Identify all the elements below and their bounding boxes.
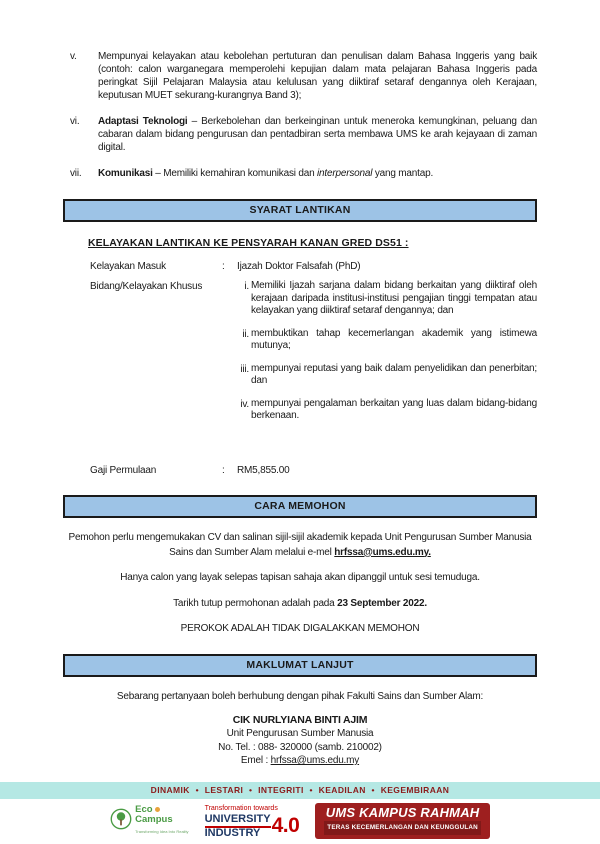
ums-badge-subtitle: TERAS KECEMERLANGAN DAN KEUNGGULAN (324, 821, 481, 835)
eco-flower-icon (155, 807, 160, 812)
section-header-label: MAKLUMAT LANJUT (246, 659, 354, 671)
university-industry-40-logo (205, 803, 300, 839)
contact-unit: Unit Pengurusan Sumber Manusia (226, 728, 374, 739)
bidang-kelayakan-row (63, 280, 537, 423)
list-text-body: Mempunyai kelayakan atau kebolehan pertuturan dan penulisan dalam Bahasa Inggeris yang baik (contoh: calon warganegara memperolehi kepujian dalam mata pelajaran Bahasa Inggeris pada peringkat Sijil Pelajaran Malaysia atau kelulusan yang diiktiraf setaraf dengannya oleh Kerajaan, keputusan MUET sekurang-kurangnya Band 3); (98, 51, 537, 101)
sub-item-iii (237, 363, 537, 388)
values-banner (0, 782, 600, 799)
eco-campus-line1-text: Eco (135, 804, 153, 815)
field-colon: : (222, 261, 225, 272)
industry-logo-university: UNIVERSITY (205, 814, 271, 828)
eco-campus-line2: Campus (135, 814, 173, 825)
closing-date-line (63, 597, 537, 612)
field-colon: : (222, 465, 225, 476)
eco-campus-wordmark (135, 805, 188, 837)
list-text (98, 115, 537, 154)
list-item-vii (63, 167, 537, 180)
list-item-vi (63, 115, 537, 154)
list-text-italic: interpersonal (317, 168, 373, 179)
ums-badge-title: UMS KAMPUS RAHMAH (325, 805, 480, 820)
bidang-sublist (237, 280, 537, 423)
sub-marker: ii. (242, 328, 249, 340)
smoker-notice: PEROKOK ADALAH TIDAK DIGALAKKAN MEMOHON (180, 623, 420, 634)
sub-text: mempunyai reputasi yang baik dalam penyelidikan dan penerbitan; dan (251, 362, 537, 386)
cara-memohon-body (63, 531, 537, 648)
list-marker: vi. (70, 116, 80, 127)
kelayakan-masuk-row (63, 260, 537, 273)
field-label: Gaji Permulaan (90, 465, 157, 476)
list-item-v (63, 50, 537, 102)
contact-email-label: Emel : (240, 755, 271, 766)
contact-phone: No. Tel. : 088- 320000 (samb. 210002) (218, 741, 382, 753)
field-value: Ijazah Doktor Falsafah (PhD) (237, 261, 361, 272)
section-header-label: CARA MEMOHON (254, 500, 346, 512)
apply-instructions (63, 531, 537, 560)
closing-date-text: Tarikh tutup permohonan adalah pada (173, 597, 338, 609)
sub-text: membuktikan tahap kecemerlangan akademik yang istimewa mutunya; (251, 327, 537, 351)
footer-logos (0, 801, 600, 841)
sub-marker: i. (244, 281, 249, 292)
industry-logo-main (205, 814, 300, 839)
sub-marker: iii. (240, 363, 249, 375)
industry-logo-industry: INDUSTRY (204, 827, 261, 839)
section-header-maklumat-lanjut (63, 654, 537, 677)
contact-block (63, 690, 537, 768)
closing-date-value: 23 September 2022. (337, 597, 427, 609)
email-link[interactable]: hrfssa@ums.edu.my. (334, 546, 431, 558)
list-text-bold: Komunikasi (98, 168, 153, 179)
email-link[interactable]: hrfssa@ums.edu.my (270, 755, 360, 766)
sub-item-i (237, 280, 537, 318)
contact-name: CIK NURLYIANA BINTI AJIM (232, 713, 368, 726)
section-header-cara-memohon (63, 495, 537, 518)
eco-campus-tree-icon (110, 808, 132, 834)
industry-logo-words (205, 814, 271, 839)
list-text (98, 167, 537, 180)
contact-intro: Sebarang pertanyaan boleh berhubung dengan pihak Fakulti Sains dan Sumber Alam: (116, 691, 484, 702)
kelayakan-subheading: KELAYAKAN LANTIKAN KE PENSYARAH KANAN GRED DS51 : (88, 237, 409, 249)
sub-text: Memiliki Ijazah sarjana dalam bidang berkaitan yang diiktiraf oleh kerajaan daripada institusi-institusi pengajian tinggi tempatan atau kelayakan yang diiktiraf setaraf dengannya; dan (251, 280, 537, 316)
section-header-label: SYARAT LANTIKAN (249, 204, 351, 216)
eco-campus-logo (110, 805, 188, 837)
field-value: RM5,855.00 (237, 465, 290, 476)
sub-marker: iv. (240, 398, 249, 410)
ums-kampus-rahmah-badge (315, 803, 490, 839)
screening-note: Hanya calon yang layak selepas tapisan sahaja akan dipanggil untuk sesi temuduga. (120, 572, 480, 583)
apply-instructions-text: Pemohon perlu mengemukakan CV dan salinan sijil-sijil akademik kepada Unit Pengurusan Sumber Manusia Sains dan Sumber Alam melalui e-mel (68, 532, 532, 558)
industry-logo-tagline: Transformation towards (204, 805, 278, 812)
list-text-body: – Memiliki kemahiran komunikasi dan (152, 168, 318, 179)
gaji-permulaan-row (63, 464, 537, 477)
list-text-body: yang mantap. (372, 168, 434, 179)
list-text-body: – Berkebolehan dan berkeinginan untuk meneroka kemungkinan, peluang dan cabaran dalam bidang pengurusan dan pentadbiran serta membawa UMS ke arah kejayaan di zaman digital. (98, 116, 537, 153)
qualification-list (63, 50, 537, 180)
list-text (98, 50, 537, 102)
list-marker: vii. (70, 168, 82, 179)
values-banner-text: DINAMIK • LESTARI • INTEGRITI • KEADILAN • KEGEMBIRAAN (150, 785, 450, 795)
field-colon (222, 280, 237, 423)
list-text-bold: Adaptasi Teknologi (98, 116, 188, 127)
section-header-syarat-lantikan (63, 199, 537, 222)
sub-item-ii (237, 328, 537, 353)
field-label: Kelayakan Masuk (90, 261, 166, 272)
eco-campus-tagline: Transforming Idea Into Reality (135, 829, 189, 834)
list-marker: v. (70, 51, 77, 62)
industry-logo-version: 4.0 (271, 814, 300, 837)
contact-email-line (63, 754, 537, 768)
field-label: Bidang/Kelayakan Khusus (90, 281, 203, 292)
sub-item-iv (237, 398, 537, 423)
sub-text: mempunyai pengalaman berkaitan yang luas dalam bidang-bidang berkenaan. (251, 397, 537, 421)
